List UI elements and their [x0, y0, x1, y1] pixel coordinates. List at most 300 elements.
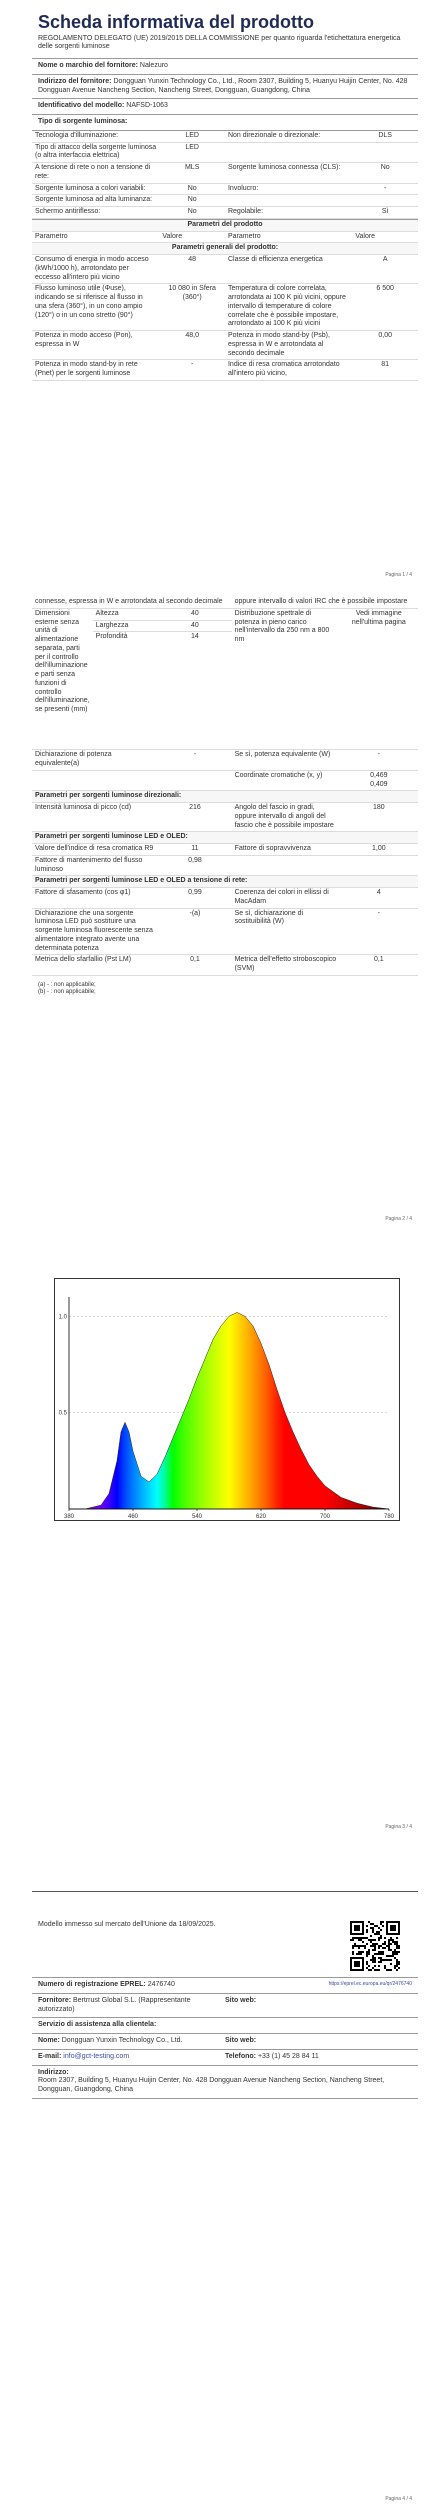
qr-module — [372, 1929, 374, 1931]
qr-module — [388, 1941, 390, 1943]
qr-module — [374, 1969, 376, 1971]
param-cell: Sorgente luminosa ad alta luminanza: — [32, 195, 159, 207]
qr-module — [358, 1945, 360, 1947]
qr-module — [374, 1945, 376, 1947]
qr-module — [352, 1939, 354, 1941]
qr-finder — [390, 1925, 396, 1931]
param-cell: Fattore di sopravvivenza — [232, 844, 340, 856]
param-cell — [232, 855, 340, 876]
table-row — [32, 131, 418, 142]
value-cell — [352, 195, 418, 207]
value-cell: 48 — [159, 255, 225, 284]
y-tick-label: 0.5 — [58, 1410, 67, 1417]
qr-module — [396, 1951, 398, 1953]
x-tick-label: 700 — [319, 1514, 331, 1520]
doc-title: Scheda informativa del prodotto — [38, 12, 315, 32]
phone-label: Telefono: — [225, 2052, 256, 2060]
qr-module — [376, 1931, 378, 1933]
spectrum-area — [69, 1312, 389, 1509]
qr-module — [392, 1939, 394, 1941]
dim-width-value: 40 — [158, 620, 231, 632]
qr-module — [370, 1935, 372, 1937]
qr-module — [376, 1943, 378, 1945]
param-cell: Regolabile: — [225, 207, 352, 219]
qr-module — [398, 1951, 400, 1953]
param-cell: Sorgente luminosa connessa (CLS): — [225, 163, 352, 184]
qr-module — [374, 1939, 376, 1941]
x-tick-label: 380 — [63, 1514, 75, 1520]
qr-module — [396, 1941, 398, 1943]
head-value-2: Valore — [352, 231, 418, 243]
page-2 — [32, 597, 418, 1230]
site-label: Sito web: — [225, 1996, 257, 2004]
qr-module — [370, 1923, 372, 1925]
qr-module — [388, 1959, 390, 1961]
qr-module — [388, 1947, 390, 1949]
table-row — [32, 183, 418, 195]
qr-module — [392, 1951, 394, 1953]
service-title: Servizio di assistenza alla clientela: — [32, 2017, 418, 2033]
qr-module — [396, 1945, 398, 1947]
dir-value-2: 180 — [340, 803, 418, 832]
qr-module — [350, 1939, 352, 1941]
qr-module — [384, 1943, 386, 1945]
qr-module — [380, 1935, 382, 1937]
head-param-2: Parametro — [225, 231, 352, 243]
value-cell: 4 — [340, 888, 418, 909]
led-title: Parametri per sorgenti luminose LED e OLED: — [32, 832, 418, 844]
param-cell: Metrica dello sfarfallio (Pst LM) — [32, 955, 158, 976]
qr-module — [390, 1969, 392, 1971]
supplier-address — [32, 74, 418, 99]
supplier-name — [32, 58, 418, 74]
qr-module — [372, 1943, 374, 1945]
qr-module — [394, 1943, 396, 1945]
qr-module — [362, 1945, 364, 1947]
table-row — [32, 855, 418, 876]
qr-module — [364, 1945, 366, 1947]
qr-module — [380, 1929, 382, 1931]
qr-module — [372, 1957, 374, 1959]
qr-module — [388, 1943, 390, 1945]
top-rule — [32, 1891, 418, 1892]
qr-module — [378, 1931, 380, 1933]
qr-module — [388, 1955, 390, 1957]
supplier-name-value: Nalezuro — [139, 62, 168, 70]
qr-module — [366, 1929, 368, 1931]
qr-module — [360, 1951, 362, 1953]
qr-module — [364, 1947, 366, 1949]
qr-module — [398, 1961, 400, 1963]
qr-module — [378, 1953, 380, 1955]
qr-module — [372, 1923, 374, 1925]
qr-module — [366, 1953, 368, 1955]
dim-height-label: Altezza — [93, 608, 159, 620]
param-cell: Temperatura di colore correlata, arrotondata ai 100 K più vicini, oppure intervallo di temperature di colore correlate che è possibile impostare, arrotondato ai 100 K più vicini — [225, 284, 352, 331]
qr-module — [358, 1939, 360, 1941]
page-number: Pagina 3 / 4 — [385, 1823, 412, 1830]
qr-module — [390, 1963, 392, 1965]
qr-module — [392, 1955, 394, 1957]
qr-module — [376, 1925, 378, 1927]
qr-module — [352, 1947, 354, 1949]
value-cell: 10 080 in Sfera (360°) — [159, 284, 225, 331]
qr-module — [366, 1925, 368, 1927]
qr-module — [394, 1957, 396, 1959]
qr-module — [376, 1953, 378, 1955]
table-row — [32, 255, 418, 284]
dim-depth-value: 14 — [158, 632, 231, 750]
param-cell: Sorgente luminosa a colori variabili: — [32, 183, 159, 195]
model-id-value: NAFSD-1063 — [126, 102, 168, 110]
qr-module — [372, 1955, 374, 1957]
param-cell: Tecnologia d'illuminazione: — [32, 131, 159, 142]
qr-module — [376, 1933, 378, 1935]
qr-module — [382, 1959, 384, 1961]
value-cell: - — [159, 360, 225, 381]
qr-module — [368, 1969, 370, 1971]
qr-module — [356, 1945, 358, 1947]
qr-module — [374, 1943, 376, 1945]
dir-param-2: Angolo del fascio in gradi, oppure intervallo di angoli del fascio che è possibile impostare — [232, 803, 340, 832]
head-value-1: Valore — [159, 231, 225, 243]
param-cell: Potenza in modo acceso (Pon), espressa in W — [32, 331, 159, 360]
qr-module — [390, 1937, 392, 1939]
qr-module — [372, 1931, 374, 1933]
equiv-label: Dichiarazione di potenza equivalente(a) — [32, 750, 158, 771]
table-row — [32, 142, 418, 163]
qr-module — [368, 1939, 370, 1941]
qr-module — [398, 1967, 400, 1969]
eprel-row — [32, 1977, 418, 1993]
param-cell: A tensione di rete o non a tensione di rete: — [32, 163, 159, 184]
qr-module — [390, 1949, 392, 1951]
table-row — [32, 360, 418, 381]
qr-module — [396, 1963, 398, 1965]
qr-module — [388, 1939, 390, 1941]
qr-module — [362, 1937, 364, 1939]
qr-module — [398, 1945, 400, 1947]
note-b: (b) - : non applicabile; — [38, 989, 96, 996]
qr-module — [396, 1959, 398, 1961]
type-section-title: Tipo di sorgente luminosa: — [32, 114, 418, 131]
param-cell: Non direzionale o direzionale: — [225, 131, 352, 142]
qr-module — [368, 1949, 370, 1951]
qr-module — [394, 1951, 396, 1953]
qr-module — [396, 1965, 398, 1967]
dir-param-1: Intensità luminosa di picco (cd) — [32, 803, 158, 832]
email-link[interactable]: info@gct-testing.com — [63, 2052, 130, 2060]
value-cell: 0,98 — [158, 855, 231, 876]
page-number: Pagina 4 / 4 — [385, 2495, 412, 2502]
qr-module — [372, 1967, 374, 1969]
qr-module — [362, 1951, 364, 1953]
qr-module — [352, 1945, 354, 1947]
qr-module — [374, 1949, 376, 1951]
table-row — [32, 908, 418, 955]
qr-module — [378, 1951, 380, 1953]
qr-module — [382, 1951, 384, 1953]
param-cell: Potenza in modo stand-by in rete (Pnet) per le sorgenti luminose — [32, 360, 159, 381]
qr-module — [396, 1953, 398, 1955]
qr-module — [378, 1965, 380, 1967]
qr-module — [374, 1957, 376, 1959]
market-date: Modello immesso sul mercato dell'Unione da 18/09/2025. — [38, 1921, 216, 1928]
qr-module — [364, 1937, 366, 1939]
qr-module — [372, 1939, 374, 1941]
qr-module — [366, 1937, 368, 1939]
qr-module — [354, 1943, 356, 1945]
qr-module — [382, 1925, 384, 1927]
qr-module — [368, 1953, 370, 1955]
qr-module — [358, 1947, 360, 1949]
qr-module — [378, 1937, 380, 1939]
qr-module — [376, 1969, 378, 1971]
qr-module — [392, 1953, 394, 1955]
supplier-address-value: Dongguan Yunxin Technology Co., Ltd., Room 2307, Building 5, Huanyu Huijin Center, No. 428 Dongguan Avenue Nancheng Section, Nancheng Street, Dongguan, Guangdong, China — [38, 77, 408, 94]
service-name-value: Dongguan Yunxin Technology Co., Ltd. — [61, 2037, 183, 2044]
value-cell: A — [352, 255, 418, 284]
qr-module — [372, 1927, 374, 1929]
value-cell: 81 — [352, 360, 418, 381]
qr-module — [372, 1949, 374, 1951]
qr-module — [390, 1955, 392, 1957]
qr-module — [378, 1945, 380, 1947]
general-subtitle: Parametri generali del prodotto: — [32, 243, 418, 255]
qr-module — [386, 1969, 388, 1971]
param-cell: Classe di efficienza energetica — [225, 255, 352, 284]
qr-module — [388, 1949, 390, 1951]
qr-module — [366, 1943, 368, 1945]
qr-module — [374, 1933, 376, 1935]
service-name-label: Nome: — [38, 2037, 60, 2044]
address-value: Room 2307, Building 5, Huanyu Huijin Center, No. 428 Dongguan Avenue Nancheng Section, Nancheng Street, Dongguan, Guangdong, China — [38, 2077, 385, 2093]
param-cell: Flusso luminoso utile (Φuse), indicando se si riferisce al flusso in una sfera (360°), in un cono ampio (120°) o in un cono stretto (90°) — [32, 284, 159, 331]
qr-module — [380, 1953, 382, 1955]
qr-module — [366, 1967, 368, 1969]
qr-module — [380, 1923, 382, 1925]
equiv-right-value: - — [340, 750, 418, 771]
qr-module — [370, 1945, 372, 1947]
qr-module — [368, 1921, 370, 1923]
qr-module — [380, 1957, 382, 1959]
contact-row — [32, 2049, 418, 2065]
address-label: Indirizzo: — [38, 2068, 69, 2076]
qr-module — [388, 1945, 390, 1947]
qr-module — [398, 1947, 400, 1949]
qr-module — [354, 1945, 356, 1947]
supplier-name-label: Nome o marchio del fornitore: — [38, 62, 138, 70]
qr-module — [368, 1951, 370, 1953]
qr-module — [396, 1969, 398, 1971]
qr-module — [384, 1965, 386, 1967]
param-cell: Potenza in modo stand-by (Psb), espressa in W e arrotondata al secondo decimale — [225, 331, 352, 360]
email-label: E-mail: — [38, 2052, 62, 2060]
qr-module — [352, 1937, 354, 1939]
qr-module — [366, 1931, 368, 1933]
qr-module — [370, 1969, 372, 1971]
page-number: Pagina 1 / 4 — [385, 571, 412, 578]
qr-module — [384, 1947, 386, 1949]
equiv-right-label: Se sì, potenza equivalente (W) — [232, 750, 340, 771]
x-tick-label: 540 — [191, 1514, 203, 1520]
qr-module — [378, 1947, 380, 1949]
param-cell: Consumo di energia in modo acceso (kWh/1000 h), arrotondato per eccesso all'intero più vicino — [32, 255, 159, 284]
qr-module — [396, 1943, 398, 1945]
qr-module — [360, 1945, 362, 1947]
table-row — [32, 195, 418, 207]
qr-module — [382, 1921, 384, 1923]
p4-supplier-value: Bertrrust Global S.L. (Rappresentante autorizzato) — [38, 1996, 191, 2013]
qr-module — [370, 1959, 372, 1961]
qr-module — [380, 1959, 382, 1961]
value-cell: LED — [159, 131, 225, 142]
qr-module — [384, 1967, 386, 1969]
table-row — [32, 284, 418, 331]
qr-module — [372, 1945, 374, 1947]
qr-module — [368, 1965, 370, 1967]
model-id-label: Identificativo del modello: — [38, 102, 125, 110]
equiv-value: - — [158, 750, 231, 771]
coord-label: Coordinate cromatiche (x, y) — [232, 770, 340, 791]
phone-value: +33 (1) 45 28 84 11 — [257, 2052, 319, 2060]
qr-module — [354, 1937, 356, 1939]
head-param-1: Parametro — [32, 231, 159, 243]
param-cell — [225, 142, 352, 163]
qr-module — [374, 1925, 376, 1927]
eprel-link[interactable]: https://eprel.ec.europa.eu/qr/2476740 — [328, 1981, 412, 1987]
dim-depth-label: Profondità — [93, 632, 159, 750]
value-cell: 0,1 — [158, 955, 231, 976]
qr-module — [378, 1933, 380, 1935]
value-cell: No — [159, 183, 225, 195]
supplier-row — [32, 1993, 418, 2018]
qr-module — [386, 1959, 388, 1961]
param-cell: Se sì, dichiarazione di sostituibilità (W) — [232, 908, 340, 955]
qr-module — [380, 1951, 382, 1953]
param-cell: Coerenza dei colori in ellissi di MacAdam — [232, 888, 340, 909]
qr-module — [396, 1961, 398, 1963]
spectrum-chart — [54, 1278, 400, 1521]
value-cell: No — [159, 207, 225, 219]
param-cell — [225, 195, 352, 207]
table-row — [32, 163, 418, 184]
param-cell: Schermo antiriflesso: — [32, 207, 159, 219]
general-table — [32, 219, 418, 381]
qr-module — [374, 1965, 376, 1967]
table-row — [32, 955, 418, 976]
qr-module — [392, 1941, 394, 1943]
table-row — [32, 207, 418, 219]
value-cell: 6 500 — [352, 284, 418, 331]
x-tick-label: 620 — [255, 1514, 267, 1520]
value-cell: 1,00 — [340, 844, 418, 856]
coord-values — [340, 770, 418, 791]
qr-module — [366, 1963, 368, 1965]
qr-module — [380, 1921, 382, 1923]
qr-finder — [354, 1925, 360, 1931]
coord-y: 0,409 — [370, 780, 388, 788]
value-cell: 48,0 — [159, 331, 225, 360]
qr-module — [378, 1957, 380, 1959]
qr-module — [374, 1953, 376, 1955]
qr-module — [362, 1941, 364, 1943]
eprel-label: Numero di registrazione EPREL: — [38, 1981, 146, 1988]
qr-module — [378, 1927, 380, 1929]
value-cell: 11 — [158, 844, 231, 856]
qr-module — [370, 1927, 372, 1929]
qr-module — [396, 1937, 398, 1939]
value-cell: DLS — [352, 131, 418, 142]
qr-module — [384, 1937, 386, 1939]
value-cell: No — [159, 195, 225, 207]
qr-module — [386, 1955, 388, 1957]
dir-title: Parametri per sorgenti luminose direzionali: — [32, 791, 418, 803]
model-id — [32, 98, 418, 114]
qr-module — [382, 1947, 384, 1949]
dim-height-value: 40 — [158, 608, 231, 620]
dim-width-label: Larghezza — [93, 620, 159, 632]
qr-module — [380, 1961, 382, 1963]
qr-module — [394, 1965, 396, 1967]
value-cell: LED — [159, 142, 225, 163]
x-tick-label: 460 — [127, 1514, 139, 1520]
qr-code — [350, 1921, 400, 1971]
page-3 — [32, 1278, 418, 1838]
mains-title: Parametri per sorgenti luminose LED e OLED a tensione di rete: — [32, 876, 418, 888]
value-cell: Sì — [352, 207, 418, 219]
qr-module — [394, 1967, 396, 1969]
qr-module — [388, 1969, 390, 1971]
value-cell: 0,1 — [340, 955, 418, 976]
qr-module — [358, 1937, 360, 1939]
qr-module — [366, 1951, 368, 1953]
qr-module — [390, 1943, 392, 1945]
qr-module — [372, 1959, 374, 1961]
param-cell: Fattore di sfasamento (cos φ1) — [32, 888, 158, 909]
dir-value-1: 216 — [158, 803, 231, 832]
param-cell: Fattore di mantenimento del flusso luminoso — [32, 855, 158, 876]
qr-module — [378, 1961, 380, 1963]
param-cell: Involucro: — [225, 183, 352, 195]
qr-module — [356, 1937, 358, 1939]
value-cell: - — [352, 183, 418, 195]
cont-right: oppure intervallo di valori IRC che è possibile impostare — [232, 597, 418, 608]
p2-table — [32, 597, 418, 976]
qr-module — [396, 1947, 398, 1949]
qr-module — [352, 1953, 354, 1955]
qr-module — [358, 1951, 360, 1953]
site2-label: Sito web: — [225, 2037, 257, 2044]
qr-module — [372, 1961, 374, 1963]
type-table — [32, 131, 418, 219]
qr-module — [374, 1959, 376, 1961]
qr-module — [358, 1953, 360, 1955]
p4-supplier-label: Fornitore: — [38, 1996, 72, 2004]
qr-module — [382, 1953, 384, 1955]
table-row — [32, 844, 418, 856]
note-a: (a) - : non applicabile; — [38, 981, 96, 988]
table-row — [32, 888, 418, 909]
spectrum-svg — [55, 1279, 401, 1522]
qr-module — [398, 1963, 400, 1965]
qr-module — [360, 1953, 362, 1955]
eprel-value: 2476740 — [147, 1981, 175, 1988]
qr-module — [370, 1939, 372, 1941]
param-cell: Dichiarazione che una sorgente luminosa LED può sostituire una sorgente luminosa fluorescente senza alimentatore integrato avente una determinata potenza — [32, 908, 158, 955]
value-cell: - — [340, 908, 418, 955]
qr-module — [386, 1945, 388, 1947]
